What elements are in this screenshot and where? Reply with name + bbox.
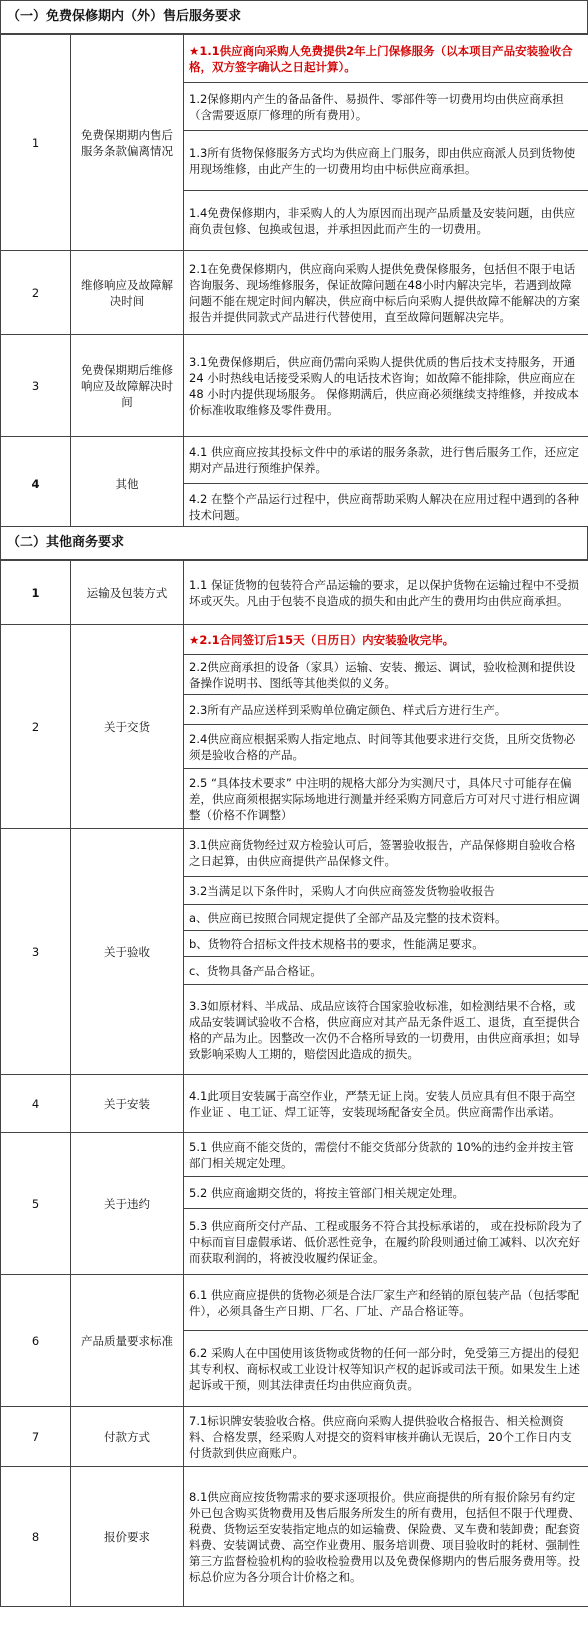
row-number: 8 xyxy=(1,1467,71,1607)
row-number: 2 xyxy=(1,251,71,335)
table-row xyxy=(1,1275,588,1331)
row-number: 1 xyxy=(1,35,71,251)
row-number: 6 xyxy=(1,1275,71,1407)
clause-text: 1.4免费保修期内，非采购人的人为原因而出现产品质量及安装问题，由供应商负责包修、包换或包退，并承担因此而产生的一切费用。 xyxy=(184,191,588,251)
clause-text: b、货物符合招标文件技术规格书的要求，性能满足要求。 xyxy=(184,931,588,957)
row-number: 1 xyxy=(1,561,71,625)
table-row xyxy=(1,1467,588,1607)
table-row xyxy=(1,1133,588,1177)
starred-clause xyxy=(184,35,588,83)
row-item-name: 运输及包装方式 xyxy=(71,561,184,625)
clause-text: 3.1供应商货物经过双方检验认可后，签署验收报告，产品保修期自验收合格之日起算，由供应商提供产品保修文件。 xyxy=(184,829,588,877)
clause-text: 1.1供应商向采购人免费提供2年上门保修服务（以本项目产品安装验收合格，双方签字确认之日起计算）。 xyxy=(189,43,573,74)
row-number: 2 xyxy=(1,625,71,829)
clause-text: a、供应商已按照合同规定提供了全部产品及完整的技术资料。 xyxy=(184,905,588,931)
table-row xyxy=(1,437,588,484)
clause-text: 5.2 供应商逾期交货的，将按主管部门相关规定处理。 xyxy=(184,1177,588,1209)
clause-text: 2.1在免费保修期内，供应商向采购人提供免费保修服务，包括但不限于电话咨询服务、现场维修服务，保证故障问题在48小时内解决完毕，若遇到故障问题不能在规定时间内解决，供应商中标后向采购人提供故障不能解决的方案报告并提供同款式产品进行代替使用，直至故障问题解决完毕。 xyxy=(184,251,588,335)
row-item-name: 关于验收 xyxy=(71,829,184,1075)
row-item-name: 关于违约 xyxy=(71,1133,184,1275)
row-number: 3 xyxy=(1,829,71,1075)
clause-text: 7.1标识牌安装验收合格。供应商向采购人提供验收合格报告、相关检测资料、合格发票，经采购人对提交的资料审核并确认无误后，20个工作日内支付货款到供应商账户。 xyxy=(184,1407,588,1467)
clause-text: 6.1 供应商应提供的货物必须是合法厂家生产和经销的原包装产品（包括零配件），必须具备生产日期、厂名、厂址、产品合格证等。 xyxy=(184,1275,588,1331)
row-item-name: 报价要求 xyxy=(71,1467,184,1607)
star-icon: ★ xyxy=(189,43,200,58)
clause-text: 3.3如原材料、半成品、成品应该符合国家验收标准，如检测结果不合格，或成品安装调试验收不合格，供应商应对其产品无条件返工、退货，直至提供合格的产品为止。因整改一次仍不合格所导致的一切费用，由供应商承担；如导致影响采购人工期的，赔偿因此造成的损失。 xyxy=(184,985,588,1075)
row-number: 4 xyxy=(1,1075,71,1133)
clause-text: 3.1免费保修期后，供应商仍需向采购人提供优质的售后技术支持服务，开通 24 小时热线电话接受采购人的电话技术咨询；如故障不能排除，供应商应在 48 小时内提供现场服务。 保修期满后，供应商必须继续支持维修，并按成本价标准收取维修及零件费用。 xyxy=(184,335,588,437)
clause-text: 4.1 供应商应按其投标文件中的承诺的服务条款，进行售后服务工作，还应定期对产品进行预维护保养。 xyxy=(184,437,588,484)
clause-text: 4.1此项目安装属于高空作业，严禁无证上岗。安装人员应具有但不限于高空作业证 、电工证、焊工证等，安装现场配备安全员。供应商需作出承诺。 xyxy=(184,1075,588,1133)
table-row xyxy=(1,625,588,655)
row-number: 7 xyxy=(1,1407,71,1467)
section-2-table xyxy=(0,560,588,1607)
table-row xyxy=(1,1407,588,1467)
starred-clause xyxy=(184,625,588,655)
table-row xyxy=(1,251,588,335)
table-row xyxy=(1,829,588,877)
row-item-name: 产品质量要求标准 xyxy=(71,1275,184,1407)
row-item-name: 维修响应及故障解决时间 xyxy=(71,251,184,335)
section-1-title: （一）免费保修期内（外）售后服务要求 xyxy=(0,0,588,34)
clause-text: 1.2保修期内产生的备品备件、易损件、零部件等一切费用均由供应商承担（含需要返原厂修理的所有费用）。 xyxy=(184,83,588,131)
table-row xyxy=(1,35,588,83)
row-item-name: 付款方式 xyxy=(71,1407,184,1467)
table-row xyxy=(1,335,588,437)
row-item-name: 关于交货 xyxy=(71,625,184,829)
row-item-name: 其他 xyxy=(71,437,184,531)
row-number: 5 xyxy=(1,1133,71,1275)
row-number: 3 xyxy=(1,335,71,437)
clause-text: 8.1供应商应按货物需求的要求逐项报价。供应商提供的所有报价除另有约定外已包含购买货物费用及售后服务所发生的所有费用，包括但不限于代理费、税费、货物运至安装指定地点的如运输费、保险费、叉车费和装卸费；配套资料费、安装调试费、高空作业费用、服务培训费、项目验收时的耗材、强制性第三方监督检验机构的验收检验费用以及免费保修期内的售后服务费用等。投标总价应为各分项合计价格之和。 xyxy=(184,1467,588,1607)
clause-text: 2.3所有产品应送样到采购单位确定颜色、样式后方进行生产。 xyxy=(184,695,588,725)
clause-text: 2.2供应商承担的设备（家具）运输、安装、搬运、调试，验收检测和提供设备操作说明书、图纸等其他类似的义务。 xyxy=(184,655,588,695)
clause-text: 1.3所有货物保修服务方式均为供应商上门服务，即由供应商派人员到货物使用现场维修，由此产生的一切费用均由中标供应商承担。 xyxy=(184,131,588,191)
clause-text: 1.1 保证货物的包装符合产品运输的要求，足以保护货物在运输过程中不受损坏或灭失。凡由于包装不良造成的损失和由此产生的费用均由供应商承担。 xyxy=(184,561,588,625)
row-item-name: 免费保期期后维修响应及故障解决时间 xyxy=(71,335,184,437)
clause-text: 2.4供应商应根据采购人指定地点、时间等其他要求进行交货，且所交货物必须是验收合格的产品。 xyxy=(184,725,588,769)
section-2-title: （二）其他商务要求 xyxy=(0,526,588,560)
clause-text: c、货物具备产品合格证。 xyxy=(184,957,588,985)
clause-text: 4.2 在整个产品运行过程中，供应商帮助采购人解决在应用过程中遇到的各种技术问题。 xyxy=(184,484,588,531)
table-row xyxy=(1,561,588,625)
row-number: 4 xyxy=(1,437,71,531)
clause-text: 2.1合同签订后15天（日历日）内安装验收完毕。 xyxy=(199,632,455,647)
clause-text: 5.3 供应商所交付产品、工程或服务不符合其投标承诺的， 或在投标阶段为了中标而盲目虚假承诺、低价恶性竞争，在履约阶段则通过偷工减料、以次充好而获取利润的，将被没收履约保证金。 xyxy=(184,1209,588,1275)
table-row xyxy=(1,1075,588,1133)
row-item-name: 免费保期期内售后服务条款偏离情况 xyxy=(71,35,184,251)
clause-text: 3.2当满足以下条件时，采购人才向供应商签发货物验收报告 xyxy=(184,877,588,905)
star-icon: ★ xyxy=(189,632,200,647)
clause-text: 6.2 采购人在中国使用该货物或货物的任何一部分时，免受第三方提出的侵犯其专利权、商标权或工业设计权等知识产权的起诉或司法干预。如果发生上述起诉或干预，则其法律责任均由供应商负责。 xyxy=(184,1331,588,1407)
clause-text: 2.5 “具体技术要求” 中注明的规格大部分为实测尺寸，具体尺寸可能存在偏差，供应商须根据实际场地进行测量并经采购方同意后方可对尺寸进行相应调整（价格不作调整） xyxy=(184,769,588,829)
section-1-table xyxy=(0,34,588,531)
row-item-name: 关于安装 xyxy=(71,1075,184,1133)
clause-text: 5.1 供应商不能交货的，需偿付不能交货部分货款的 10%的违约金并按主管部门相关规定处理。 xyxy=(184,1133,588,1177)
